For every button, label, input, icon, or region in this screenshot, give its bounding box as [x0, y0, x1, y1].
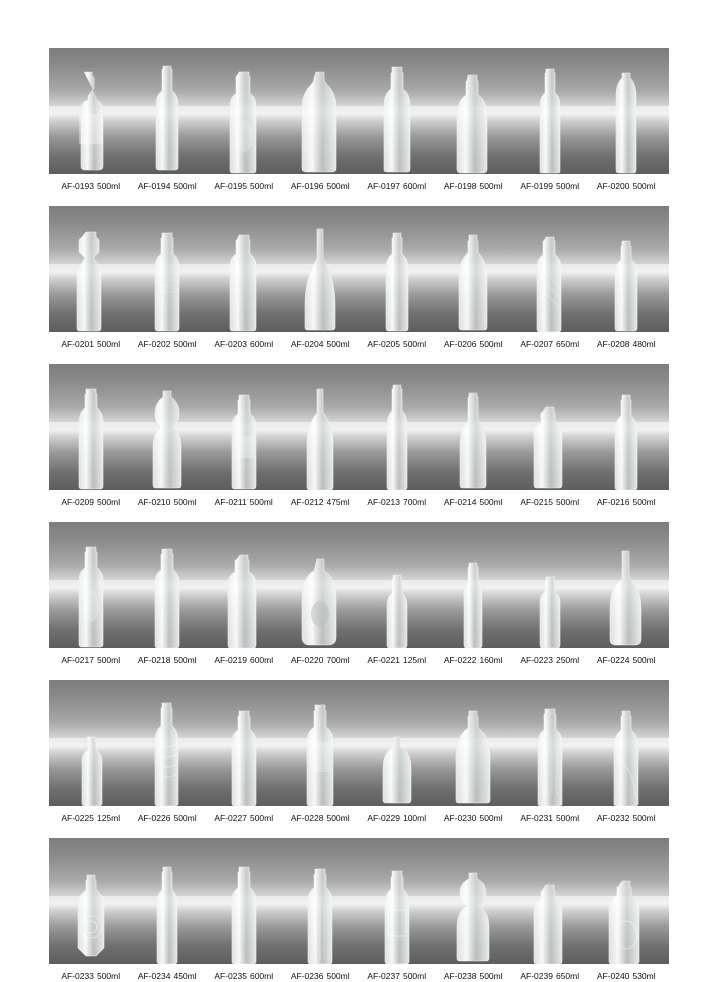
- bottle-cell[interactable]: [207, 364, 281, 490]
- product-code: AF-0226: [137, 813, 171, 823]
- product-code: AF-0236: [290, 971, 324, 981]
- bottle-cell[interactable]: [589, 364, 663, 490]
- product-code: AF-0223: [520, 655, 553, 665]
- product-capacity: 500ml: [96, 181, 121, 191]
- product-label: [283, 813, 357, 824]
- bottle-cell[interactable]: [54, 364, 128, 490]
- product-label: [207, 813, 281, 824]
- product-label: [54, 655, 128, 666]
- product-code: AF-0229: [367, 813, 400, 823]
- bottle-cell[interactable]: [589, 48, 663, 174]
- bottle-cell[interactable]: [513, 206, 587, 332]
- bottle-cell[interactable]: [130, 48, 204, 174]
- product-capacity: 500ml: [96, 971, 121, 981]
- bottle-image-af-0207: [531, 234, 569, 332]
- label-row: [49, 332, 669, 350]
- bottle-image-af-0231: [531, 706, 569, 806]
- product-capacity: 500ml: [479, 971, 503, 981]
- bottle-image-af-0196: [297, 68, 343, 174]
- bottle-image-af-0217: [72, 544, 110, 648]
- bottle-cell[interactable]: [513, 838, 587, 964]
- product-label: [436, 181, 510, 192]
- product-capacity: 500ml: [479, 497, 503, 507]
- bottle-cell[interactable]: [54, 680, 128, 806]
- bottle-cell[interactable]: [54, 522, 128, 648]
- catalog-row: [49, 364, 669, 508]
- bottle-cell[interactable]: [283, 838, 357, 964]
- product-label: [130, 813, 204, 824]
- product-code: AF-0199: [520, 181, 553, 191]
- product-label: [283, 181, 357, 192]
- bottle-image-af-0237: [378, 868, 416, 964]
- product-label: [436, 971, 510, 982]
- bottle-image-af-0240: [604, 878, 648, 964]
- bottle-cell[interactable]: [436, 680, 510, 806]
- bottle-image-af-0227: [225, 708, 263, 806]
- bottle-image-af-0194: [150, 62, 184, 174]
- bottle-image-af-0210: [147, 388, 187, 490]
- product-label: [283, 971, 357, 982]
- bottle-group: [49, 206, 669, 332]
- bottle-image-af-0209: [72, 386, 110, 490]
- product-code: AF-0219: [214, 655, 247, 665]
- bottle-image-af-0211: [225, 392, 263, 490]
- bottle-cell[interactable]: [513, 48, 587, 174]
- product-capacity: 700ml: [326, 655, 350, 665]
- label-row: [49, 648, 669, 666]
- bottle-cell[interactable]: [360, 206, 434, 332]
- bottle-image-af-0201: [71, 228, 111, 332]
- product-capacity: 500ml: [326, 971, 350, 981]
- product-label: [283, 497, 357, 508]
- bottle-cell[interactable]: [130, 522, 204, 648]
- bottle-cell[interactable]: [207, 680, 281, 806]
- product-code: AF-0210: [137, 497, 171, 507]
- bottle-cell[interactable]: [130, 680, 204, 806]
- product-label: [513, 497, 587, 508]
- bottle-image-af-0193: [69, 64, 113, 174]
- product-code: AF-0213: [367, 497, 400, 507]
- product-label: [589, 497, 663, 508]
- product-code: AF-0211: [214, 497, 247, 507]
- bottle-image-af-0223: [534, 574, 566, 648]
- product-code: AF-0220: [290, 655, 324, 665]
- product-code: AF-0238: [443, 971, 477, 981]
- bottle-image-af-0228: [300, 702, 340, 806]
- product-code: AF-0209: [61, 497, 94, 507]
- bottle-image-af-0206: [453, 232, 493, 332]
- bottle-image-af-0236: [301, 866, 339, 964]
- bottle-cell[interactable]: [207, 838, 281, 964]
- bottle-cell[interactable]: [513, 680, 587, 806]
- bottle-cell[interactable]: [436, 206, 510, 332]
- product-code: AF-0201: [61, 339, 94, 349]
- product-capacity: 500ml: [555, 181, 580, 191]
- product-capacity: 500ml: [249, 497, 273, 507]
- product-capacity: 450ml: [173, 971, 197, 981]
- product-label: [130, 181, 204, 192]
- catalog-row: [49, 522, 669, 666]
- bottle-cell[interactable]: [54, 48, 128, 174]
- product-capacity: 500ml: [555, 813, 580, 823]
- product-code: AF-0218: [137, 655, 171, 665]
- product-code: AF-0222: [443, 655, 477, 665]
- bottle-image-af-0214: [454, 390, 492, 490]
- bottle-cell[interactable]: [436, 364, 510, 490]
- bottle-image-af-0220: [297, 556, 343, 648]
- product-label: [589, 813, 663, 824]
- product-shelf: [49, 48, 669, 174]
- product-capacity: 125ml: [402, 655, 427, 665]
- product-code: AF-0240: [596, 971, 630, 981]
- bottle-image-af-0204: [300, 226, 340, 332]
- bottle-image-af-0218: [149, 546, 185, 648]
- product-capacity: 500ml: [632, 497, 656, 507]
- bottle-cell[interactable]: [130, 206, 204, 332]
- bottle-cell[interactable]: [589, 680, 663, 806]
- bottle-image-af-0224: [605, 548, 647, 648]
- label-row: [49, 806, 669, 824]
- product-capacity: 500ml: [173, 655, 197, 665]
- bottle-cell[interactable]: [513, 364, 587, 490]
- product-capacity: 600ml: [249, 655, 274, 665]
- bottle-image-af-0233: [67, 872, 115, 964]
- product-code: AF-0224: [596, 655, 630, 665]
- bottle-image-af-0215: [529, 404, 571, 490]
- product-capacity: 500ml: [632, 813, 656, 823]
- product-code: AF-0202: [137, 339, 171, 349]
- product-label: [54, 497, 128, 508]
- bottle-cell[interactable]: [360, 680, 434, 806]
- product-capacity: 500ml: [173, 813, 197, 823]
- bottle-cell[interactable]: [360, 48, 434, 174]
- product-code: AF-0228: [290, 813, 324, 823]
- bottle-image-af-0221: [382, 572, 412, 648]
- product-capacity: 700ml: [402, 497, 427, 507]
- product-code: AF-0217: [61, 655, 94, 665]
- product-code: AF-0212: [290, 497, 324, 507]
- bottle-cell[interactable]: [207, 206, 281, 332]
- product-capacity: 650ml: [555, 971, 580, 981]
- product-shelf: [49, 522, 669, 648]
- product-code: AF-0205: [367, 339, 400, 349]
- product-label: [54, 181, 128, 192]
- product-label: [360, 813, 434, 824]
- product-capacity: 500ml: [479, 339, 503, 349]
- product-code: AF-0221: [367, 655, 400, 665]
- bottle-image-af-0208: [608, 238, 644, 332]
- product-capacity: 500ml: [402, 339, 427, 349]
- product-capacity: 160ml: [479, 655, 503, 665]
- product-code: AF-0203: [214, 339, 247, 349]
- product-label: [436, 497, 510, 508]
- product-label: [54, 339, 128, 350]
- product-label: [436, 655, 510, 666]
- bottle-image-af-0205: [379, 230, 415, 332]
- product-capacity: 500ml: [326, 339, 350, 349]
- bottle-image-af-0232: [608, 708, 644, 806]
- product-capacity: 530ml: [632, 971, 656, 981]
- bottle-image-af-0216: [608, 392, 644, 490]
- product-label: [207, 971, 281, 982]
- bottle-group: [49, 680, 669, 806]
- product-label: [283, 339, 357, 350]
- product-capacity: 500ml: [555, 497, 580, 507]
- bottle-cell[interactable]: [130, 364, 204, 490]
- product-code: AF-0239: [520, 971, 553, 981]
- product-capacity: 250ml: [555, 655, 580, 665]
- product-code: AF-0193: [61, 181, 94, 191]
- bottle-image-af-0198: [452, 72, 494, 174]
- bottle-image-af-0238: [453, 870, 493, 964]
- product-capacity: 500ml: [173, 181, 197, 191]
- product-label: [130, 971, 204, 982]
- product-code: AF-0235: [214, 971, 247, 981]
- product-label: [513, 813, 587, 824]
- product-label: [207, 655, 281, 666]
- bottle-image-af-0199: [533, 66, 567, 174]
- product-label: [589, 339, 663, 350]
- product-label: [589, 181, 663, 192]
- catalog-row: [49, 0, 669, 192]
- product-capacity: 500ml: [479, 813, 503, 823]
- product-capacity: 500ml: [173, 497, 197, 507]
- product-label: [360, 497, 434, 508]
- product-code: AF-0195: [214, 181, 247, 191]
- product-capacity: 500ml: [96, 655, 121, 665]
- bottle-group: [49, 364, 669, 490]
- product-capacity: 475ml: [326, 497, 350, 507]
- product-capacity: 600ml: [249, 339, 274, 349]
- product-label: [436, 339, 510, 350]
- label-row: [49, 174, 669, 192]
- bottle-image-af-0222: [460, 560, 486, 648]
- product-label: [207, 181, 281, 192]
- bottle-image-af-0213: [381, 382, 413, 490]
- product-shelf: [49, 364, 669, 490]
- product-shelf: [49, 680, 669, 806]
- product-label: [207, 497, 281, 508]
- bottle-cell[interactable]: [436, 838, 510, 964]
- bottle-image-af-0202: [149, 230, 185, 332]
- bottle-group: [49, 838, 669, 964]
- bottle-image-af-0212: [303, 386, 337, 490]
- product-label: [589, 655, 663, 666]
- bottle-image-af-0230: [451, 708, 495, 806]
- product-label: [360, 181, 434, 192]
- product-code: AF-0234: [137, 971, 171, 981]
- product-capacity: 500ml: [96, 339, 121, 349]
- product-capacity: 500ml: [96, 497, 121, 507]
- product-code: AF-0227: [214, 813, 247, 823]
- bottle-image-af-0225: [75, 734, 107, 806]
- product-code: AF-0215: [520, 497, 553, 507]
- bottle-cell[interactable]: [283, 522, 357, 648]
- bottle-image-af-0229: [380, 734, 414, 806]
- product-capacity: 500ml: [249, 181, 274, 191]
- product-label: [513, 339, 587, 350]
- bottle-cell[interactable]: [589, 838, 663, 964]
- product-label: [130, 339, 204, 350]
- product-code: AF-0237: [367, 971, 400, 981]
- bottle-image-af-0203: [224, 232, 264, 332]
- bottle-image-af-0234: [151, 864, 183, 964]
- bottle-cell[interactable]: [589, 206, 663, 332]
- product-code: AF-0214: [443, 497, 477, 507]
- catalog-row: [49, 206, 669, 350]
- bottle-cell[interactable]: [283, 206, 357, 332]
- product-code: AF-0208: [596, 339, 630, 349]
- product-label: [589, 971, 663, 982]
- bottle-cell[interactable]: [436, 522, 510, 648]
- bottle-cell[interactable]: [436, 48, 510, 174]
- product-capacity: 480ml: [632, 339, 656, 349]
- product-code: AF-0230: [443, 813, 477, 823]
- product-label: [513, 181, 587, 192]
- product-label: [360, 655, 434, 666]
- product-capacity: 500ml: [173, 339, 197, 349]
- product-capacity: 500ml: [479, 181, 503, 191]
- bottle-cell[interactable]: [283, 680, 357, 806]
- label-row: [49, 964, 669, 982]
- product-label: [54, 813, 128, 824]
- product-capacity: 500ml: [402, 971, 427, 981]
- product-code: AF-0200: [596, 181, 630, 191]
- product-capacity: 600ml: [249, 971, 274, 981]
- product-label: [130, 497, 204, 508]
- product-label: [360, 339, 434, 350]
- catalog-row: [49, 680, 669, 824]
- product-code: AF-0206: [443, 339, 477, 349]
- bottle-image-af-0197: [378, 64, 416, 174]
- bottle-cell[interactable]: [360, 522, 434, 648]
- bottle-image-af-0235: [225, 864, 263, 964]
- product-label: [436, 813, 510, 824]
- product-code: AF-0233: [61, 971, 94, 981]
- product-label: [513, 971, 587, 982]
- label-row: [49, 490, 669, 508]
- catalog-row: [49, 838, 669, 982]
- product-label: [513, 655, 587, 666]
- bottle-image-af-0226: [149, 700, 185, 806]
- bottle-group: [49, 48, 669, 174]
- product-code: AF-0197: [367, 181, 400, 191]
- bottle-image-af-0195: [224, 68, 264, 174]
- product-code: AF-0198: [443, 181, 477, 191]
- bottle-cell[interactable]: [283, 48, 357, 174]
- bottle-cell[interactable]: [54, 206, 128, 332]
- product-code: AF-0232: [596, 813, 630, 823]
- product-shelf: [49, 206, 669, 332]
- bottle-cell[interactable]: [513, 522, 587, 648]
- bottle-cell[interactable]: [283, 364, 357, 490]
- product-code: AF-0231: [520, 813, 553, 823]
- product-capacity: 100ml: [402, 813, 427, 823]
- product-label: [283, 655, 357, 666]
- bottle-image-af-0219: [223, 552, 265, 648]
- product-capacity: 650ml: [555, 339, 580, 349]
- product-code: AF-0204: [290, 339, 324, 349]
- bottle-cell[interactable]: [207, 522, 281, 648]
- product-label: [130, 655, 204, 666]
- product-code: AF-0225: [61, 813, 94, 823]
- bottle-image-af-0200: [608, 70, 644, 174]
- product-code: AF-0194: [137, 181, 171, 191]
- bottle-cell[interactable]: [130, 838, 204, 964]
- bottle-cell[interactable]: [360, 364, 434, 490]
- product-capacity: 500ml: [326, 181, 350, 191]
- product-capacity: 500ml: [632, 655, 656, 665]
- product-label: [360, 971, 434, 982]
- bottle-cell[interactable]: [54, 838, 128, 964]
- bottle-group: [49, 522, 669, 648]
- product-code: AF-0216: [596, 497, 630, 507]
- product-capacity: 500ml: [326, 813, 350, 823]
- bottle-cell[interactable]: [207, 48, 281, 174]
- bottle-cell[interactable]: [589, 522, 663, 648]
- bottle-cell[interactable]: [360, 838, 434, 964]
- product-capacity: 500ml: [632, 181, 656, 191]
- product-shelf: [49, 838, 669, 964]
- product-capacity: 125ml: [96, 813, 121, 823]
- product-label: [207, 339, 281, 350]
- bottle-image-af-0239: [529, 882, 571, 964]
- product-code: AF-0196: [290, 181, 324, 191]
- product-capacity: 500ml: [249, 813, 274, 823]
- product-capacity: 600ml: [402, 181, 427, 191]
- product-code: AF-0207: [520, 339, 553, 349]
- product-label: [54, 971, 128, 982]
